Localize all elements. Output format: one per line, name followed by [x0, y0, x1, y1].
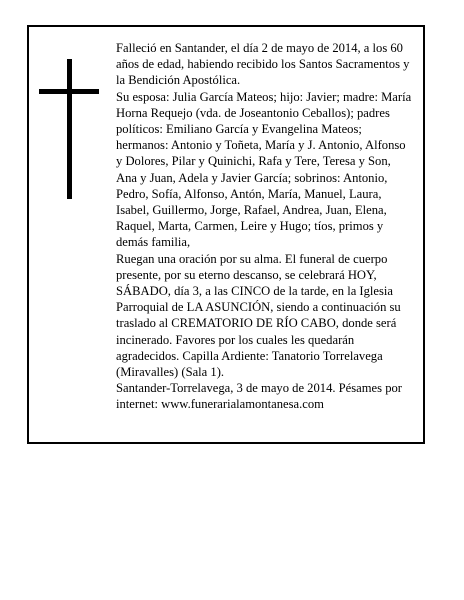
obituary-notice-frame	[27, 25, 425, 444]
cross-horizontal-bar	[39, 89, 99, 94]
cross-vertical-bar	[67, 59, 72, 199]
latin-cross-icon	[39, 59, 99, 199]
obituary-paragraph-funeral: Ruegan una oración por su alma. El funeral de cuerpo presente, por su eterno descanso, se celebrará HOY, SÁBADO, día 3, a las CINCO de la tarde, en la Iglesia Parroquial de LA ASUNCIÓN, siendo a continuación su traslado al CREMATORIO DE RÍO CABO, donde será incinerado. Favores por los cuales les quedarán agradecidos. Capilla Ardiente: Tanatorio Torrelavega (Miravalles) (Sala 1).	[116, 251, 401, 380]
obituary-paragraph-family: Su esposa: Julia García Mateos; hijo: Javier; madre: María Horna Requejo (vda. de Joseantonio Ceballos); padres políticos: Emiliano García y Evangelina Mateos; hermanos: Antonio y Toñeta, María y J. Antonio, Alfonso y Dolores, Pilar y Quinichi, Rafa y Tere, Teresa y Son, Ana y Juan, Adela y Javier García; sobrinos: Antonio, Pedro, Sofía, Alfonso, Antón, María, Manuel, Laura, Isabel, Guillermo, Jorge, Rafael, Andrea, Juan, Elena, Raquel, Marta, Carmen, Leire y Hugo; tíos, primos y demás familia,	[116, 89, 412, 250]
obituary-text	[116, 40, 414, 413]
obituary-paragraph-death: Falleció en Santander, el día 2 de mayo de 2014, a los 60 años de edad, habiendo recibido los Santos Sacramentos y la Bendición Apostólica.	[116, 41, 410, 88]
obituary-paragraph-signature: Santander-Torrelavega, 3 de mayo de 2014. Pésames por internet: www.funerarialamontanesa.com	[116, 381, 402, 412]
